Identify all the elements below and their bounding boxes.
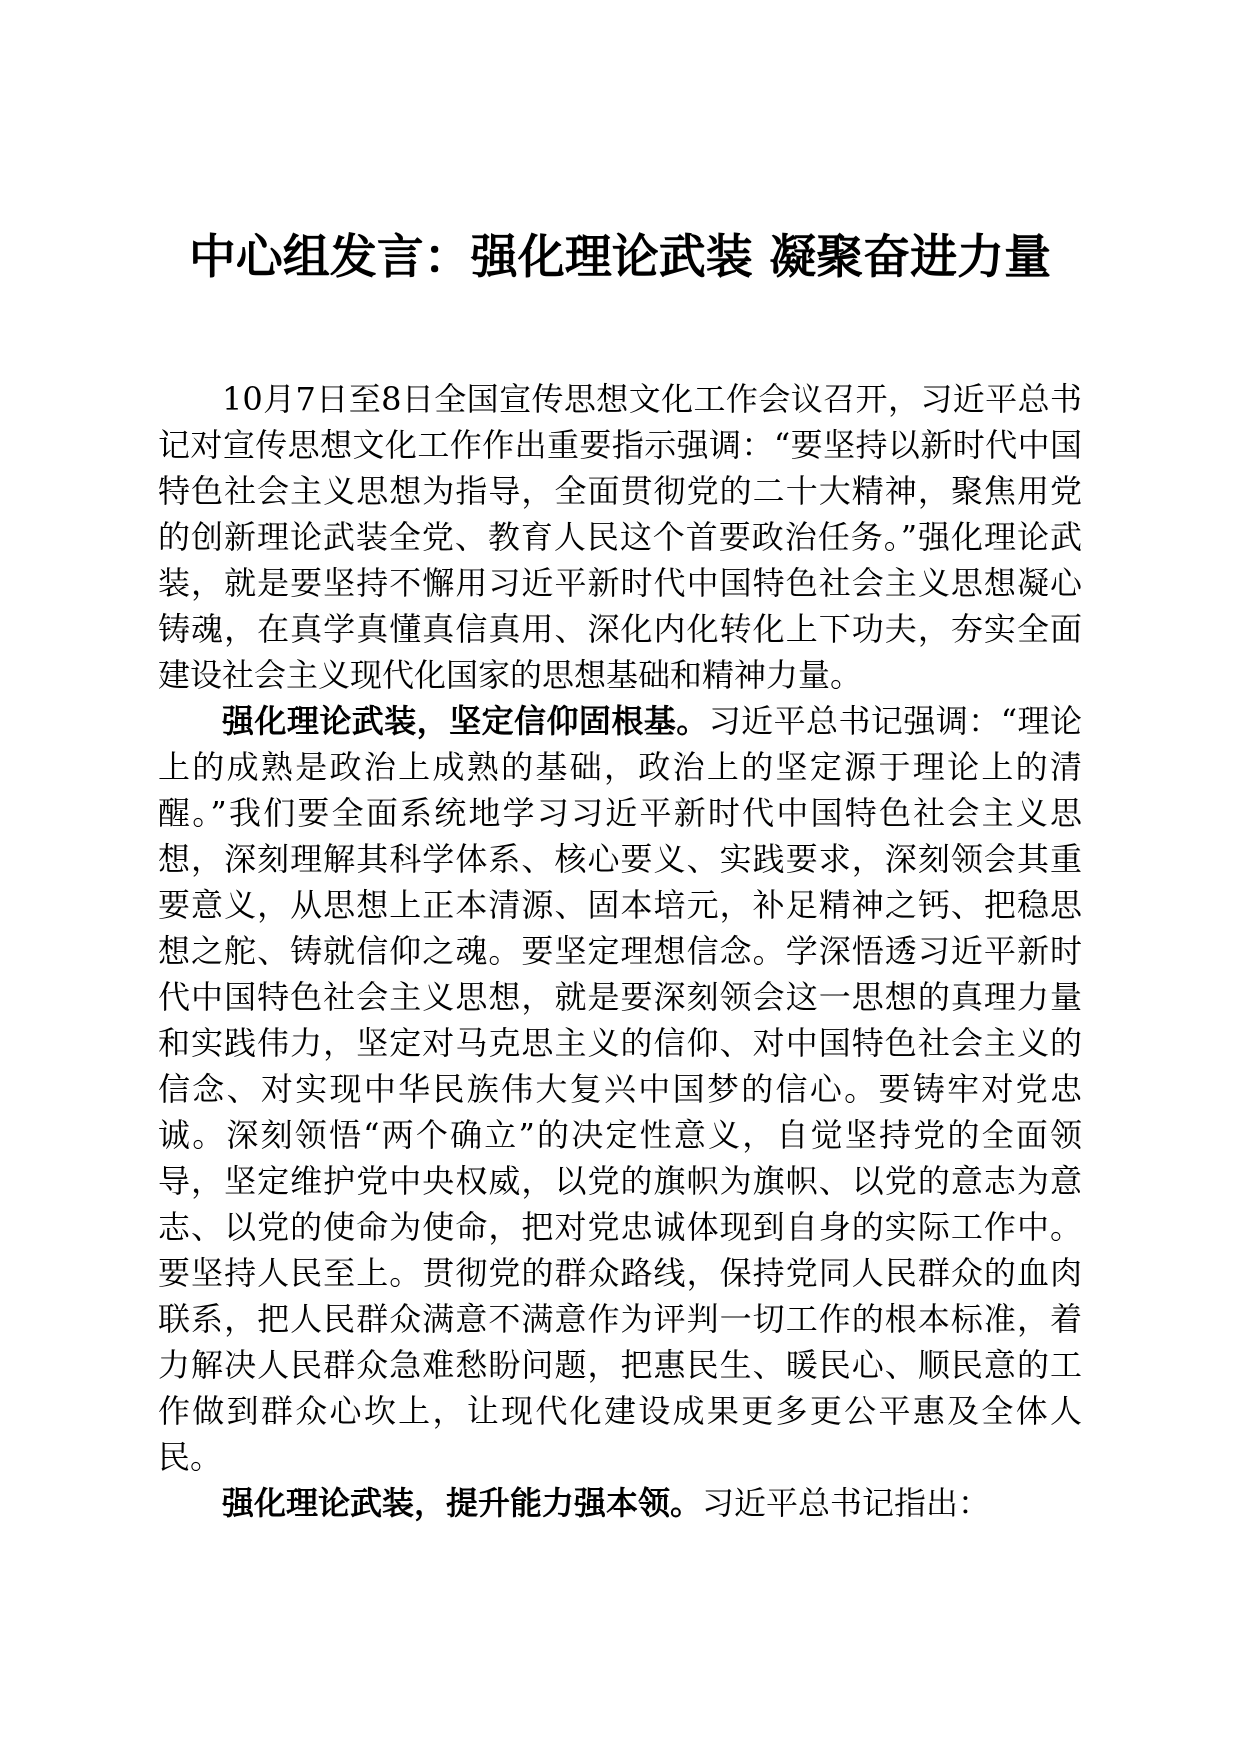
paragraph-intro [158,376,1082,698]
paragraph-ability [158,1480,1082,1526]
paragraph-text: 10月7日至8日全国宣传思想文化工作会议召开，习近平总书记对宣传思想文化工作作出重要指示强调：“要坚持以新时代中国特色社会主义思想为指导，全面贯彻党的二十大精神，聚焦用党的创新理论武装全党、教育人民这个首要政治任务。”强化理论武装，就是要坚持不懈用习近平新时代中国特色社会主义思想凝心铸魂，在真学真懂真信真用、深化内化转化上下功夫，夯实全面建设社会主义现代化国家的思想基础和精神力量。 [158,380,1082,694]
paragraph-faith [158,698,1082,1480]
paragraph-text: 习近平总书记强调：“理论上的成熟是政治上成熟的基础，政治上的坚定源于理论上的清醒。”我们要全面系统地学习习近平新时代中国特色社会主义思想，深刻理解其科学体系、核心要义、实践要求，深刻领会其重要意义，从思想上正本清源、固本培元，补足精神之钙、把稳思想之舵、铸就信仰之魂。要坚定理想信念。学深悟透习近平新时代中国特色社会主义思想，就是要深刻领会这一思想的真理力量和实践伟力，坚定对马克思主义的信仰、对中国特色社会主义的信念、对实现中华民族伟大复兴中国梦的信心。要铸牢对党忠诚。深刻领悟“两个确立”的决定性意义，自觉坚持党的全面领导，坚定维护党中央权威，以党的旗帜为旗帜、以党的意志为意志、以党的使命为使命，把对党忠诚体现到自身的实际工作中。要坚持人民至上。贯彻党的群众路线，保持党同人民群众的血肉联系，把人民群众满意不满意作为评判一切工作的根本标准，着力解决人民群众急难愁盼问题，把惠民生、暖民心、顺民意的工作做到群众心坎上，让现代化建设成果更多更公平惠及全体人民。 [158,702,1082,1476]
paragraph-text: 习近平总书记指出： [702,1484,991,1522]
document-body [158,376,1082,1526]
document-title: 中心组发言：强化理论武装 凝聚奋进力量 [188,230,1052,285]
paragraph-lead: 强化理论武装，坚定信仰固根基。 [222,702,709,740]
paragraph-lead: 强化理论武装，提升能力强本领。 [222,1484,703,1522]
